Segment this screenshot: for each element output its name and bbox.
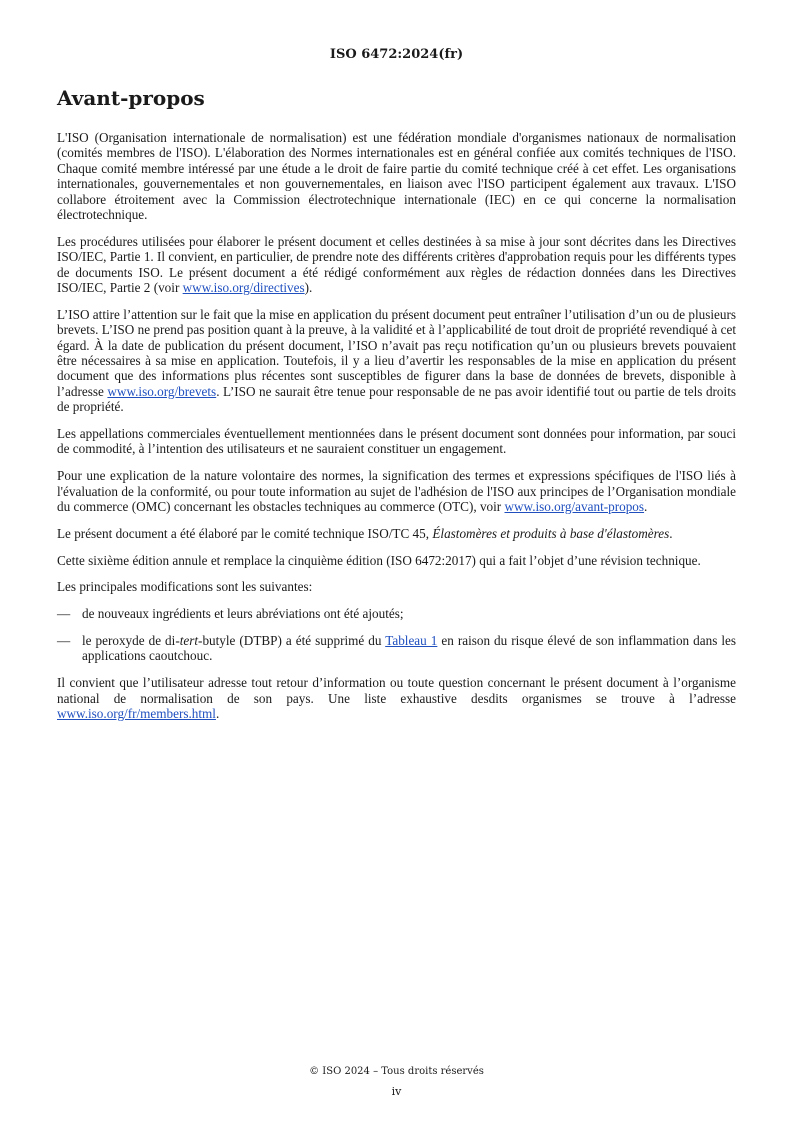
link-tableau-1[interactable]: Tableau 1 [385, 633, 438, 649]
list-dash: — [57, 633, 71, 649]
paragraph-committee [57, 526, 736, 541]
paragraph-text: Pour une explication de la nature volontaire des normes, la signification des termes et expressions spécifiques de l'ISO liés à l'évaluation de la conformité, ou pour toute information au sujet de l'adhésion de l'ISO aux principes de l’Organisation mondiale du commerce (OMC) concernant les obstacles techniques au commerce (OTC), voir [57, 468, 736, 515]
list-text-part: le peroxyde de di- [82, 633, 180, 649]
list-text-italic: tert [179, 633, 199, 649]
paragraph-text-end: . [215, 706, 220, 722]
link-brevets[interactable]: www.iso.org/brevets [107, 383, 217, 399]
page-title: Avant-propos [57, 86, 205, 110]
link-members[interactable]: www.iso.org/fr/members.html [57, 706, 216, 722]
document-id-header: ISO 6472:2024(fr) [329, 47, 464, 62]
paragraph-text: Il convient que l’utilisateur adresse tout retour d’information ou toute question concernant le présent document à l’organisme national de normalisation de son pays. Une liste exhaustive desdits organismes se trouve à l’adresse [57, 675, 736, 706]
paragraph-patents [57, 307, 736, 415]
list-text-part: en raison du risque élevé de son inflammation dans les applications caoutchouc. [82, 633, 736, 664]
link-directives[interactable]: www.iso.org/directives [182, 280, 305, 296]
page-number: iv [391, 1085, 402, 1098]
list-item [57, 633, 736, 664]
document-body [57, 130, 736, 733]
paragraph-text-end: . [644, 499, 648, 515]
paragraph-voluntary-nature [57, 468, 736, 514]
list-item [57, 606, 736, 621]
list-item-text: de nouveaux ingrédients et leurs abréviations ont été ajoutés; [82, 606, 404, 622]
paragraph-text-end: ). [304, 280, 313, 296]
paragraph-edition: Cette sixième édition annule et remplace la cinquième édition (ISO 6472:2017) qui a fait l’objet d’une révision technique. [57, 552, 701, 568]
paragraph-text: Les procédures utilisées pour élaborer le présent document et celles destinées à sa mise à jour sont décrites dans les Directives ISO/IEC, Partie 1. Il convient, en particulier, de prendre note des différents critères d'approbation requis pour les différents types de documents ISO. Le présent document a été rédigé conformément aux règles de rédaction données dans les Directives ISO/IEC, Partie 2 (voir [57, 233, 736, 296]
link-avant-propos[interactable]: www.iso.org/avant-propos [504, 499, 645, 515]
footer-copyright: © ISO 2024 – Tous droits réservés [309, 1066, 484, 1077]
committee-name: Élastomères et produits à base d'élastomères [432, 525, 670, 541]
paragraph-feedback [57, 675, 736, 721]
paragraph-text-end: . [669, 525, 673, 541]
list-text-part: -butyle (DTBP) a été supprimé du [198, 633, 386, 649]
paragraph-trade-names: Les appellations commerciales éventuellement mentionnées dans le présent document sont données pour information, par souci de commodité, à l’intention des utilisateurs et ne sauraient constituer un engagement. [57, 426, 736, 457]
paragraph-changes-intro: Les principales modifications sont les suivantes: [57, 579, 313, 595]
paragraph-text-end: . L’ISO ne saurait être tenue pour responsable de ne pas avoir identifié tout ou partie de tels droits de propriété. [57, 383, 736, 415]
paragraph-iso-intro: L'ISO (Organisation internationale de normalisation) est une fédération mondiale d'organismes nationaux de normalisation (comités membres de l'ISO). L'élaboration des Normes internationales est en général confiée aux comités techniques de l'ISO. Chaque comité membre intéressé par une étude a le droit de faire partie du comité technique créé à cet effet. Les organisations internationales, gouvernementales et non gouvernementales, en liaison avec l'ISO participent également aux travaux. L'ISO collabore étroitement avec la Commission électrotechnique internationale (IEC) en ce qui concerne la normalisation électrotechnique. [57, 130, 736, 223]
paragraph-procedures [57, 234, 736, 296]
paragraph-text: Le présent document a été élaboré par le comité technique ISO/TC 45, [57, 525, 433, 541]
paragraph-text: L’ISO attire l’attention sur le fait que la mise en application du présent document peut entraîner l’utilisation d’un ou de plusieurs brevets. L’ISO ne prend pas position quant à la preuve, à la validité et à l’applicabilité de tout droit de propriété revendiqué à cet égard. À la date de publication du présent document, l’ISO n’avait pas reçu notification qu’un ou plusieurs brevets pouvaient être nécessaires à sa mise en application. Toutefois, il y a lieu d’avertir les responsables de la mise en application du présent document que des informations plus récentes sont susceptibles de figurer dans la base de données de brevets, disponible à l’adresse [57, 306, 736, 399]
list-dash: — [57, 606, 71, 622]
list-item-text [82, 633, 736, 664]
